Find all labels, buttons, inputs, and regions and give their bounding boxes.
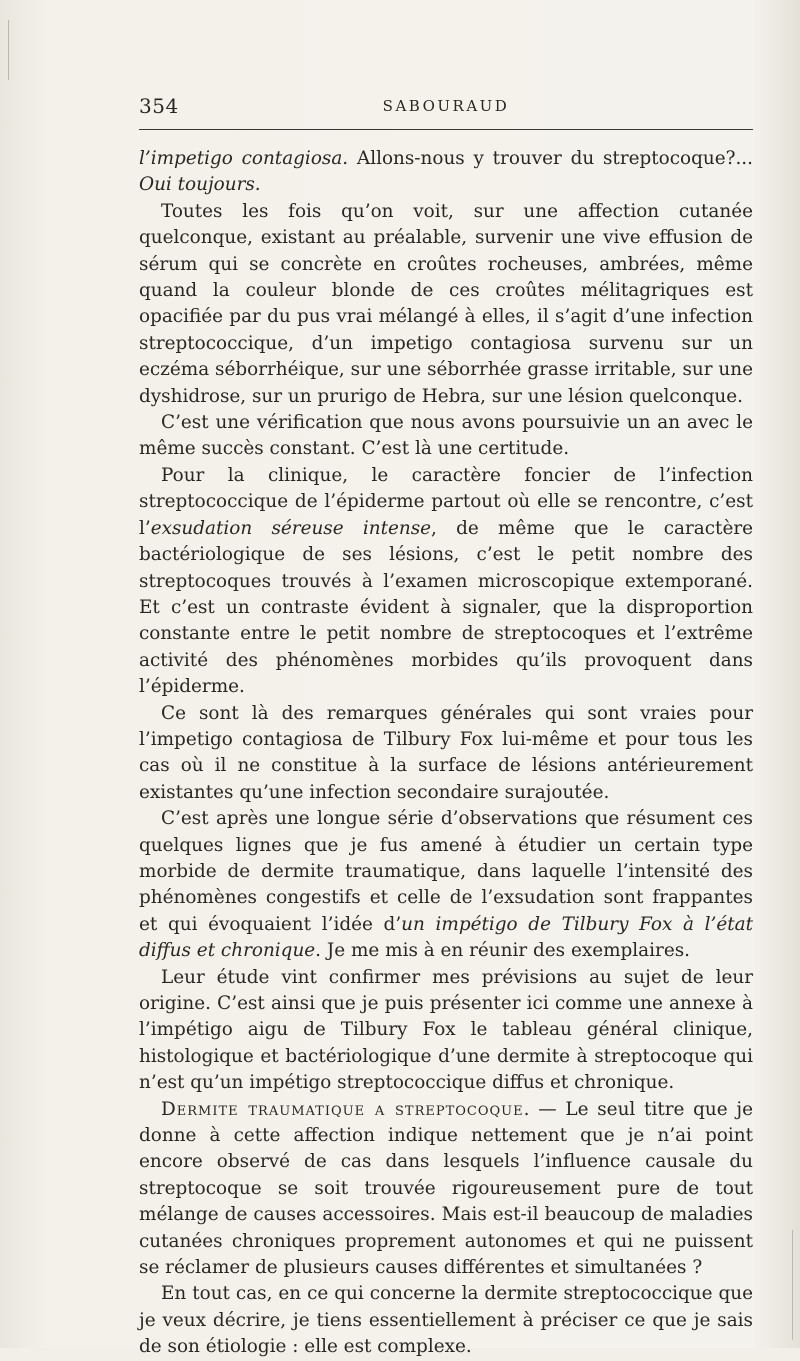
paragraph-continuation xyxy=(139,146,753,199)
section-heading: Dermite traumatique a streptocoque xyxy=(161,1098,524,1120)
paragraph xyxy=(139,965,753,1097)
right-edge-mark xyxy=(792,1230,793,1340)
left-edge-mark xyxy=(8,20,9,80)
italic-term: un impétigo de Tilbury Fox à l’état diffus et chronique xyxy=(139,913,753,962)
text-run: , de même que le caractère bactériologique de ses lésions, c’est le petit nombre des streptocoques trouvés à l’examen microscopique extemporané. Et c’est un contraste évident à signaler, que la disproportion constante entre le petit nombre de streptocoques et l’extrême activité des phénomènes morbides qu’ils provoquent dans l’épiderme. xyxy=(139,517,753,698)
text-run: C’est après une longue série d’observations que résument ces quelques lignes que je fus amené à étudier un certain type morbide de dermite traumatique, dans laquelle l’intensité des phénomènes congestifs et celle de l’exsudation sont frappantes et qui évoquaient l’idée d’ xyxy=(139,808,753,935)
text-run: . — Le seul titre que je donne à cette affection indique nettement que je n’ai point encore observé de cas dans lesquels l’influence causale du streptocoque se soit trouvée rigoureusement pure de tout mélange de causes accessoires. Mais est-il beaucoup de maladies cutanées chroniques proprement autonomes et qui ne puissent se réclamer de plusieurs causes différentes et simultanées ? xyxy=(139,1098,753,1279)
body-text xyxy=(139,146,753,1361)
text-run: En tout cas, en ce qui concerne la dermite streptococcique que je veux décrire, je tiens essentiellement à préciser ce que je sais de son étiologie : elle est complexe. xyxy=(139,1283,753,1358)
text-run: Leur étude vint confirmer mes prévisions au sujet de leur origine. C’est ainsi que je puis présenter ici comme une annexe à l’impétigo aigu de Tilbury Fox le tableau général clinique, histologique et bactériologique d’une dermite à streptocoque qui n’est qu’un impétigo streptococcique diffus et chronique. xyxy=(139,966,753,1094)
text-run: Toutes les fois qu’on voit, sur une affection cutanée quelconque, existant au préalable, survenir une vive effusion de sérum qui se concrète en croûtes rocheuses, ambrées, même quand la couleur blonde de ces croûtes mélitagriques est opacifiée par du pus vrai mélangé à elles, il s’agit d’une infection streptococcique, d’un impetigo contagiosa survenu sur un eczéma séborrhéique, sur une séborrhée grasse irritable, sur une dyshidrose, sur un prurigo de Hebra, sur une lésion quelconque. xyxy=(139,200,753,407)
text-run: Allons-nous y trouver du streptocoque?... xyxy=(348,148,753,169)
italic-term: exsudation séreuse intense xyxy=(150,517,432,539)
page-header xyxy=(139,94,753,120)
paragraph xyxy=(139,463,753,701)
text-run: . Je me mis à en réunir des exemplaires. xyxy=(315,940,690,962)
running-title: SABOURAUD xyxy=(382,97,510,115)
italic-term: Oui toujours. xyxy=(139,174,261,196)
text-run: C’est une vérification que nous avons poursuivie un an avec le même succès constant. C’est là une certitude. xyxy=(139,412,753,460)
text-run: Ce sont là des remarques générales qui sont vraies pour l’impetigo contagiosa de Tilbury Fox lui-même et pour tous les cas où il ne constitue à la surface de lésions antérieurement existantes qu’une infection secondaire surajoutée. xyxy=(139,702,753,803)
paragraph xyxy=(139,199,753,410)
paragraph xyxy=(139,701,753,807)
italic-term: l’impetigo contagiosa. xyxy=(139,148,349,169)
page-number: 354 xyxy=(139,94,179,118)
paragraph xyxy=(139,806,753,964)
paragraph-section-heading xyxy=(139,1097,753,1282)
header-rule xyxy=(139,129,753,130)
paragraph xyxy=(139,410,753,463)
text-run: Pour la clinique, le caractère foncier de l’infection streptococcique de l’épiderme partout où elle se rencontre, c’est l’ xyxy=(139,464,753,539)
paragraph xyxy=(139,1281,753,1360)
